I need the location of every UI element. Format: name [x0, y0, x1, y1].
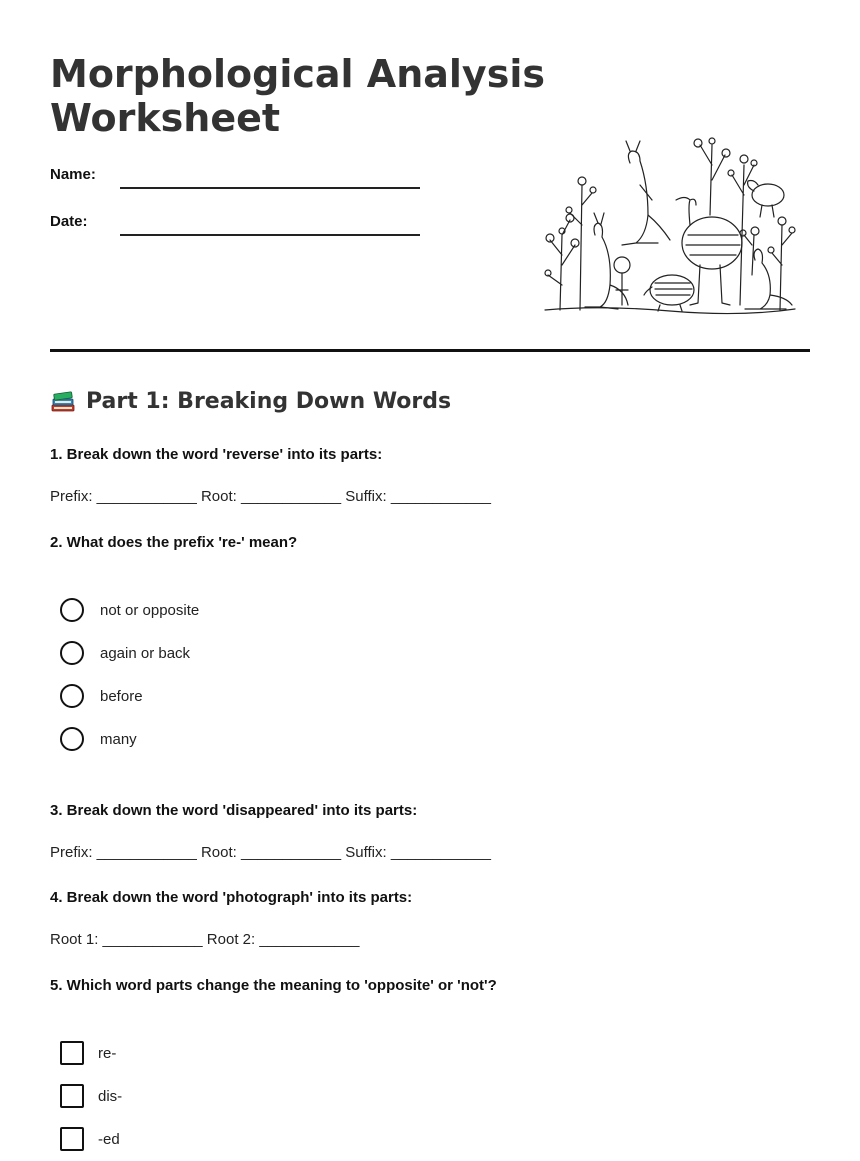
- australian-animals-illustration: [540, 125, 800, 320]
- question-1-answer[interactable]: Prefix: ____________ Root: ____________ Suffix: ____________: [50, 488, 491, 505]
- checkbox[interactable]: [60, 1041, 84, 1065]
- question-1: 1. Break down the word 'reverse' into its parts:: [50, 446, 383, 463]
- name-field[interactable]: [120, 187, 420, 189]
- q2-option-2[interactable]: [60, 640, 190, 666]
- q2-option-3[interactable]: [60, 683, 143, 709]
- option-label: again or back: [100, 644, 191, 662]
- option-label: many: [100, 730, 137, 748]
- option-label: re-: [98, 1044, 117, 1062]
- page-title: Morphological Analysis Worksheet: [50, 52, 545, 140]
- option-label: not or opposite: [100, 601, 200, 619]
- option-label: before: [100, 687, 143, 705]
- name-label: Name:: [50, 166, 96, 183]
- radio-button[interactable]: [60, 598, 84, 622]
- q2-option-1[interactable]: [60, 597, 199, 623]
- radio-button[interactable]: [60, 727, 84, 751]
- q5-option-3[interactable]: [60, 1126, 120, 1152]
- question-2: 2. What does the prefix 're-' mean?: [50, 534, 298, 551]
- option-label: -ed: [98, 1130, 120, 1148]
- header-divider: [50, 349, 810, 352]
- checkbox[interactable]: [60, 1084, 84, 1108]
- question-4: 4. Break down the word 'photograph' into its parts:: [50, 889, 413, 906]
- part-1-title-text: Part 1: Breaking Down Words: [86, 388, 452, 414]
- question-3: 3. Break down the word 'disappeared' into its parts:: [50, 802, 418, 819]
- question-5: 5. Which word parts change the meaning to 'opposite' or 'not'?: [50, 977, 497, 994]
- books-icon: [50, 388, 76, 414]
- date-label: Date:: [50, 213, 88, 230]
- q5-option-1[interactable]: [60, 1040, 116, 1066]
- part-1-title: [50, 388, 451, 414]
- date-field[interactable]: [120, 234, 420, 236]
- checkbox[interactable]: [60, 1127, 84, 1151]
- question-4-answer[interactable]: Root 1: ____________ Root 2: ____________: [50, 931, 360, 948]
- radio-button[interactable]: [60, 641, 84, 665]
- q2-option-4[interactable]: [60, 726, 137, 752]
- q5-option-2[interactable]: [60, 1083, 122, 1109]
- radio-button[interactable]: [60, 684, 84, 708]
- question-3-answer[interactable]: Prefix: ____________ Root: ____________ Suffix: ____________: [50, 844, 491, 861]
- option-label: dis-: [98, 1087, 123, 1105]
